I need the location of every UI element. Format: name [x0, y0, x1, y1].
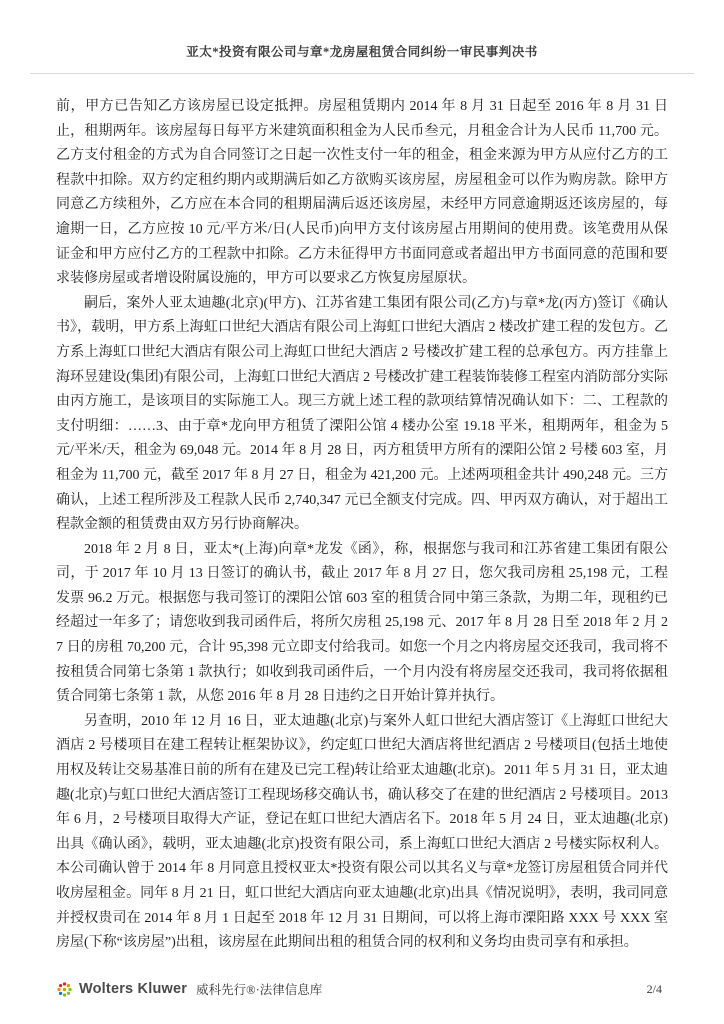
body-paragraph: 另查明，2010 年 12 月 16 日，亚太迪趣(北京)与案外人虹口世纪大酒店签订《上海虹口世纪大酒店 2 号楼项目在建工程转让框架协议》，约定虹口世纪大酒店将世纪酒店 2 号楼项目(包括土地使用权及转让交易基准日前的所有在建及已完工程)转让给亚太迪趣(北京)。2011 年 5 月 31 日，亚太迪趣(北京)与虹口世纪大酒店签订工程现场移交确认书，确认移交了在建的世纪酒店 2 号楼项目。2013 年 6 月，2 号楼项目取得大产证，登记在虹口世纪大酒店名下。2018 年 5 月 24 日，亚太迪趣(北京)出具《确认函》，载明，亚太迪趣(北京)投资有限公司，系上海虹口世纪大酒店 2 号楼实际权利人。本公司确认曾于 2014 年 8 月同意且授权亚太*投资有限公司以其名义与章*龙签订房屋租赁合同并代收房屋租金。同年 8 月 21 日，虹口世纪大酒店向亚太迪趣(北京)出具《情况说明》，表明，我司同意并授权贵司在 2014 年 8 月 1 日起至 2018 年 12 月 31 日期间，可以将上海市溧阳路 XXX 号 XXX 室房屋(下称“该房屋”)出租，该房屋在此期间出租的租赁合同的权利和义务均由贵司享有和承担。: [56, 713, 668, 951]
brand-row: [56, 980, 322, 998]
body-paragraph: 前，甲方已告知乙方该房屋已设定抵押。房屋租赁期内 2014 年 8 月 31 日起至 2016 年 8 月 31 日止，租期两年。该房屋每日每平方米建筑面积租金为人民币叁元，月租金合计为人民币 11,700 元。乙方支付租金的方式为自合同签订之日起一次性支付一年的租金，租金来源为甲方从应付乙方的工程款中扣除。双方约定租约期内或期满后如乙方欲购买该房屋，房屋租金可以作为购房款。除甲方同意乙方续租外，乙方应在本合同的租期届满后返还该房屋，未经甲方同意逾期返还该房屋的，每逾期一日，乙方应按 10 元/平方米/日(人民币)向甲方支付该房屋占用期间的使用费。该笔费用从保证金和甲方应付乙方的工程款中扣除。乙方未征得甲方书面同意或者超出甲方书面同意的范围和要求装修房屋或者增设附属设施的，甲方可以要求乙方恢复房屋原状。: [56, 99, 668, 287]
wolters-kluwer-logo-icon: [56, 981, 73, 998]
document-body: [56, 95, 668, 956]
page-footer: [56, 980, 662, 998]
header-divider: [30, 73, 694, 74]
page-indicator: 2/4: [646, 981, 662, 996]
body-paragraph: 嗣后，案外人亚太迪趣(北京)(甲方)、江苏省建工集团有限公司(乙方)与章*龙(丙方)签订《确认书》，载明，甲方系上海虹口世纪大酒店有限公司上海虹口世纪大酒店 2 楼改扩建工程的发包方。乙方系上海虹口世纪大酒店有限公司上海虹口世纪大酒店 2 号楼改扩建工程的总承包方。丙方挂靠上海环昱建设(集团)有限公司，上海虹口世纪大酒店 2 号楼改扩建工程装饰装修工程室内消防部分实际由丙方施工，是该项目的实际施工人。现三方就上述工程的款项结算情况确认如下：二、工程款的支付明细：……3、由于章*龙向甲方租赁了溧阳公馆 4 楼办公室 19.18 平米，租期两年，租金为 5 元/平米/天，租金为 69,048 元。2014 年 8 月 28 日，丙方租赁甲方所有的溧阳公馆 2 号楼 603 室，月租金为 11,700 元，截至 2017 年 8 月 27 日，租金为 421,200 元。上述两项租金共计 490,248 元。三方确认，上述工程所涉及工程款人民币 2,740,347 元已全额支付完成。四、甲丙双方确认，对于超出工程款金额的租赁费由双方另行协商解决。: [56, 295, 668, 533]
product-name: 威科先行®·法律信息库: [196, 983, 323, 997]
document-title: 亚太*投资有限公司与章*龙房屋租赁合同纠纷一审民事判决书: [186, 45, 538, 59]
brand-name: Wolters Kluwer: [79, 981, 188, 997]
body-paragraph: 2018 年 2 月 8 日，亚太*(上海)向章*龙发《函》，称，根据您与我司和江苏省建工集团有限公司，于 2017 年 10 月 13 日签订的确认书，截止 2017 年 8 月 27 日，您欠我司房租 25,198 元，工程发票 96.2 万元。根据您与我司签订的溧阳公馆 603 室的租赁合同中第三条款，为期二年，现租约已经超过一年多了；请您收到我司函件后，将所欠房租 25,198 元、2017 年 8 月 28 日至 2018 年 2 月 27 日的房租 70,200 元，合计 95,398 元立即支付给我司。如您一个月之内将房屋交还我司，我司将不按租赁合同第七条第 1 款执行；如收到我司函件后，一个月内没有将房屋交还我司，我司将依据租赁合同第七条第 1 款，从您 2016 年 8 月 28 日违约之日开始计算并执行。: [56, 541, 668, 705]
